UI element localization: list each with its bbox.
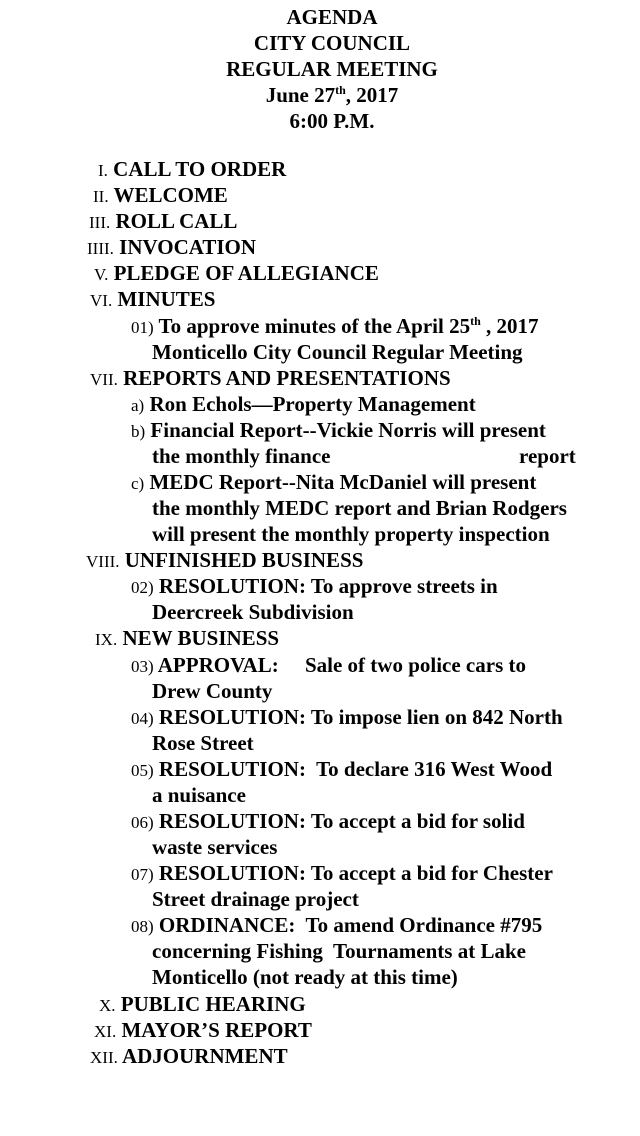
section-number: VI. bbox=[90, 291, 113, 310]
item-number: 04) bbox=[131, 709, 154, 728]
section-number: V. bbox=[94, 265, 109, 284]
section-number: X. bbox=[99, 996, 116, 1015]
section-minutes bbox=[90, 286, 215, 314]
section-number: I. bbox=[98, 161, 108, 180]
report-c-line2: the monthly MEDC report and Brian Rodgers bbox=[152, 496, 567, 520]
section-title: ROLL CALL bbox=[115, 209, 238, 233]
meeting-type: REGULAR MEETING bbox=[226, 57, 438, 81]
section-number: IX. bbox=[95, 630, 118, 649]
item-number: 06) bbox=[131, 813, 154, 832]
date-suffix-sup: th bbox=[335, 83, 346, 97]
item-number: 07) bbox=[131, 865, 154, 884]
item-text: RESOLUTION: To impose lien on 842 North bbox=[158, 705, 563, 729]
section-title: MAYOR’S REPORT bbox=[121, 1018, 312, 1042]
section-number: III. bbox=[89, 213, 111, 232]
item-number: 01) bbox=[131, 318, 154, 337]
item-text: RESOLUTION: To approve streets in bbox=[158, 574, 498, 598]
item-04 bbox=[131, 704, 563, 732]
item-07 bbox=[131, 860, 553, 888]
section-number: IIII. bbox=[87, 239, 114, 258]
report-b bbox=[131, 417, 546, 445]
report-c bbox=[131, 469, 536, 497]
section-invocation bbox=[87, 234, 256, 262]
section-pledge bbox=[94, 260, 379, 288]
item-07-line2: Street drainage project bbox=[152, 887, 359, 911]
item-number: 08) bbox=[131, 917, 154, 936]
section-new-business bbox=[95, 625, 279, 653]
section-call-to-order bbox=[98, 156, 286, 184]
meeting-time: 6:00 P.M. bbox=[289, 109, 375, 133]
item-02-line2: Deercreek Subdivision bbox=[152, 600, 354, 624]
item-text: RESOLUTION: To accept a bid for Chester bbox=[158, 861, 553, 885]
item-number: b) bbox=[131, 422, 146, 441]
section-title: WELCOME bbox=[113, 183, 228, 207]
item-05-line2: a nuisance bbox=[152, 783, 246, 807]
item-text-year: , 2017 bbox=[480, 314, 539, 338]
section-title: PLEDGE OF ALLEGIANCE bbox=[113, 261, 379, 285]
section-title: REPORTS AND PRESENTATIONS bbox=[123, 366, 451, 390]
section-title: INVOCATION bbox=[119, 235, 257, 259]
section-title: UNFINISHED BUSINESS bbox=[124, 548, 364, 572]
section-public-hearing bbox=[99, 991, 306, 1019]
item-sup: th bbox=[470, 314, 481, 328]
item-06 bbox=[131, 808, 525, 836]
date-year: , 2017 bbox=[345, 83, 399, 107]
report-a bbox=[131, 391, 476, 419]
section-reports bbox=[90, 365, 451, 393]
section-title: CALL TO ORDER bbox=[113, 157, 287, 181]
item-number: a) bbox=[131, 396, 145, 415]
report-b-line2b: report bbox=[519, 444, 576, 468]
item-06-line2: waste services bbox=[152, 835, 278, 859]
item-08-line2: concerning Fishing Tournaments at Lake bbox=[152, 939, 526, 963]
report-b-line2a: the monthly finance bbox=[152, 444, 331, 468]
item-05 bbox=[131, 756, 552, 784]
section-mayors-report bbox=[94, 1017, 312, 1045]
item-number: 05) bbox=[131, 761, 154, 780]
item-number: c) bbox=[131, 474, 145, 493]
council-title: CITY COUNCIL bbox=[253, 31, 411, 55]
date-text: June 27 bbox=[265, 83, 336, 107]
section-number: II. bbox=[93, 187, 109, 206]
item-text: RESOLUTION: To accept a bid for solid bbox=[158, 809, 525, 833]
item-text: MEDC Report--Nita McDaniel will present bbox=[149, 470, 537, 494]
item-08-line3: Monticello (not ready at this time) bbox=[152, 965, 458, 989]
item-text: ORDINANCE: To amend Ordinance #795 bbox=[158, 913, 543, 937]
item-01 bbox=[131, 313, 539, 341]
item-08 bbox=[131, 912, 542, 940]
item-number: 02) bbox=[131, 578, 154, 597]
meeting-date bbox=[0, 82, 640, 108]
section-number: VII. bbox=[90, 370, 118, 389]
item-text: Ron Echols—Property Management bbox=[149, 392, 476, 416]
item-text: To approve minutes of the April 25 bbox=[158, 314, 471, 338]
agenda-header bbox=[0, 4, 640, 134]
section-title: NEW BUSINESS bbox=[122, 626, 280, 650]
section-title: MINUTES bbox=[117, 287, 216, 311]
item-03 bbox=[131, 652, 526, 680]
item-02 bbox=[131, 573, 498, 601]
section-roll-call bbox=[89, 208, 237, 236]
section-adjournment bbox=[90, 1043, 288, 1071]
item-text: APPROVAL: Sale of two police cars to bbox=[157, 653, 526, 677]
report-c-line3: will present the monthly property inspection bbox=[152, 522, 550, 546]
section-title: PUBLIC HEARING bbox=[120, 992, 306, 1016]
section-number: VIII. bbox=[86, 552, 120, 571]
section-number: XII. bbox=[90, 1048, 118, 1067]
item-text: RESOLUTION: To declare 316 West Wood bbox=[158, 757, 553, 781]
agenda-title: AGENDA bbox=[286, 5, 378, 29]
section-welcome bbox=[93, 182, 228, 210]
item-03-line2: Drew County bbox=[152, 679, 273, 703]
item-04-line2: Rose Street bbox=[152, 731, 254, 755]
section-unfinished-business bbox=[86, 547, 363, 575]
item-number: 03) bbox=[131, 657, 154, 676]
item-01-line2: Monticello City Council Regular Meeting bbox=[152, 340, 523, 364]
item-text: Financial Report--Vickie Norris will present bbox=[150, 418, 546, 442]
section-title: ADJOURNMENT bbox=[121, 1044, 288, 1068]
section-number: XI. bbox=[94, 1022, 117, 1041]
